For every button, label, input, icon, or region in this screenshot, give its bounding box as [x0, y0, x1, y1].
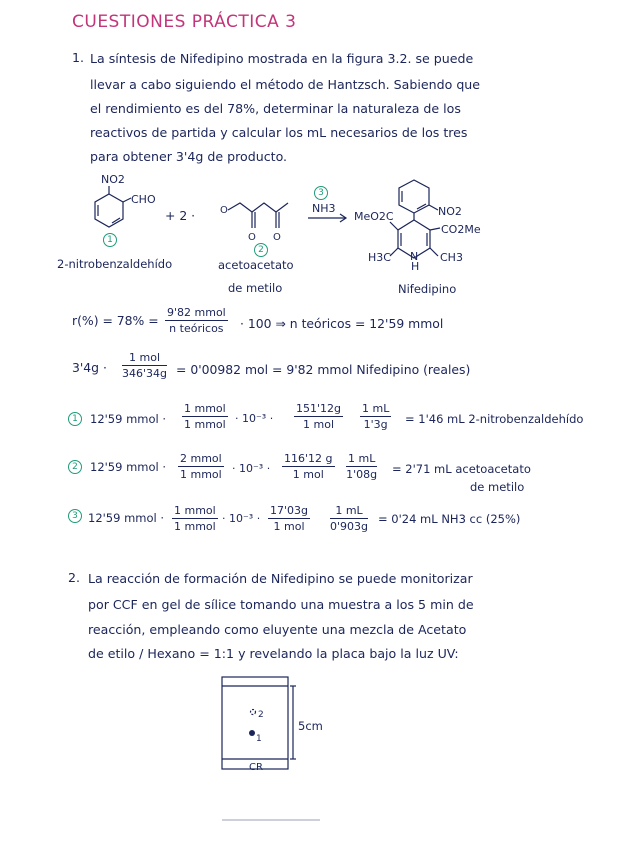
yield-numerator: 9'82 mmol	[167, 306, 226, 319]
spot-2-label: 2	[258, 710, 264, 720]
question-1-line: para obtener 3'4g de producto.	[90, 149, 288, 164]
question-1-line: La síntesis de Nifedipino mostrada en la figura 3.2. se puede	[90, 51, 474, 66]
calc-1-f1-den: 1 mmol	[184, 418, 226, 431]
moles-denominator: 346'34g	[122, 367, 167, 380]
origin-label: CR	[249, 762, 263, 773]
question-1-line: reactivos de partida y calcular los mL necesarios de los tres	[90, 125, 468, 140]
calc-1-mid: · 10⁻³ ·	[235, 412, 274, 425]
calc-3-result: = 0'24 mL NH3 cc (25%)	[378, 512, 521, 526]
calc-1-f3-num: 1 mL	[362, 402, 390, 415]
h3c-label: H3C	[368, 251, 391, 264]
tlc-plate	[222, 677, 288, 769]
cho-label: CHO	[131, 193, 156, 206]
calc-1-f3-den: 1'3g	[363, 418, 388, 431]
calc-2-f2-num: 116'12 g	[284, 452, 333, 465]
calc-1-result: = 1'46 mL 2-nitrobenzaldehído	[405, 412, 584, 426]
calc-1-badge-icon: 1	[68, 412, 82, 426]
calc-2-f2-den: 1 mol	[292, 468, 324, 481]
no2-label-top: NO2	[101, 173, 125, 186]
question-2-line: reacción, empleando como eluyente una mezcla de Acetato	[88, 622, 467, 637]
calc-1-f1-num: 1 mmol	[184, 402, 226, 415]
ch3-label: CH3	[440, 251, 463, 264]
no2-label-right: NO2	[438, 205, 462, 218]
reactant-2-name-line2: de metilo	[228, 281, 283, 295]
ketone-oxygen: O	[248, 232, 256, 243]
ester-oxygen: O	[273, 232, 281, 243]
calc-3-badge-icon: 3	[68, 509, 82, 523]
calc-2-badge-icon: 2	[68, 460, 82, 474]
calc-2-start: 12'59 mmol ·	[90, 460, 167, 474]
yield-lhs: r(%) = 78% =	[72, 313, 159, 328]
spot-2	[251, 710, 256, 715]
question-1-line: el rendimiento es del 78%, determinar la naturaleza de los	[90, 101, 461, 116]
yield-denominator: n teóricos	[169, 322, 224, 335]
reactant-1-name: 2-nitrobenzaldehído	[57, 257, 173, 271]
badge-3-icon: 3	[314, 186, 328, 200]
spot-1	[249, 730, 255, 736]
calc-2-f3-den: 1'08g	[346, 468, 378, 481]
question-2-number: 2.	[68, 570, 81, 585]
question-1-number: 1.	[72, 50, 85, 65]
yield-rhs: · 100 ⇒ n teóricos = 12'59 mmol	[240, 316, 444, 331]
methoxy-oxygen: O	[220, 205, 228, 216]
calc-2-mid: · 10⁻³ ·	[232, 462, 271, 475]
calc-3-f1-den: 1 mmol	[174, 520, 216, 533]
badge-1-icon: 1	[103, 233, 117, 247]
calc-3-mid: · 10⁻³ ·	[222, 512, 261, 525]
calc-2-f3-num: 1 mL	[348, 452, 376, 465]
question-1-line: llevar a cabo siguiendo el método de Hantzsch. Sabiendo que	[90, 77, 481, 92]
calc-2-result-line2: de metilo	[470, 480, 525, 494]
page-title: CUESTIONES PRÁCTICA 3	[72, 12, 297, 32]
calc-2-f1-den: 1 mmol	[180, 468, 222, 481]
product-name: Nifedipino	[398, 282, 457, 296]
calc-1-start: 12'59 mmol ·	[90, 412, 167, 426]
spot-1-label: 1	[256, 734, 262, 744]
reactant-2-name: acetoacetato	[218, 258, 294, 272]
moles-numerator: 1 mol	[122, 351, 167, 366]
calc-1-f2-num: 151'12g	[296, 402, 341, 415]
question-2-line: La reacción de formación de Nifedipino se puede monitorizar	[88, 571, 473, 586]
question-2-line: de etilo / Hexano = 1:1 y revelando la placa bajo la luz UV:	[88, 646, 459, 661]
meo2c-label: MeO2C	[354, 210, 394, 223]
calc-2-f1-num: 2 mmol	[180, 452, 222, 465]
n-atom-label: N	[410, 250, 419, 263]
calc-3-f1-num: 1 mmol	[174, 504, 216, 517]
calc-3-f3-num: 1 mL	[330, 504, 368, 519]
calc-3-f3-den: 0'903g	[330, 520, 369, 533]
badge-2-icon: 2	[254, 243, 268, 257]
calc-1-f2-den: 1 mol	[303, 418, 334, 431]
question-2-line: por CCF en gel de sílice tomando una muestra a los 5 min de	[88, 597, 474, 612]
calc-3-f2-den: 1 mol	[273, 520, 305, 533]
moles-lhs: 3'4g ·	[72, 360, 107, 375]
plus-two: + 2 ·	[165, 208, 196, 223]
calc-3-f2-num: 17'03g	[270, 504, 309, 517]
moles-rhs: = 0'00982 mol = 9'82 mmol Nifedipino (reales)	[176, 362, 471, 377]
nh3-reagent: NH3	[312, 202, 336, 215]
calc-3-start: 12'59 mmol ·	[88, 511, 165, 525]
plate-height-label: 5cm	[298, 719, 323, 733]
calc-2-result: = 2'71 mL acetoacetato	[392, 462, 531, 476]
h-atom-label: H	[411, 260, 420, 273]
co2me-label: CO2Me	[441, 223, 481, 236]
